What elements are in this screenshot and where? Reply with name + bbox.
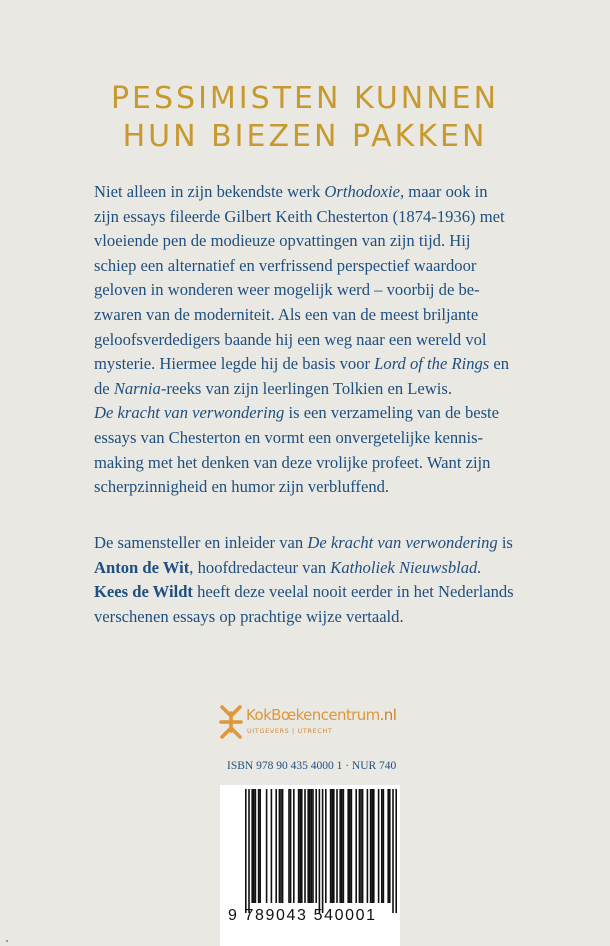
barcode-bar	[311, 789, 313, 903]
barcode-bar	[370, 789, 372, 903]
barcode-bar	[299, 789, 301, 903]
barcode-bar	[341, 789, 343, 903]
barcode-bar	[282, 789, 284, 903]
barcode-bar	[319, 789, 321, 913]
isbn-barcode	[220, 785, 400, 946]
blurb-line: schiep een alternatief en verfrissend perspectief waardoor	[94, 255, 477, 275]
barcode-bar	[367, 789, 369, 903]
translator-name: Kees de Wildt	[94, 582, 193, 602]
publisher-tagline: UITGEVERS | UTRECHT	[247, 727, 333, 735]
text: is	[497, 533, 513, 552]
text: is een verzameling van de beste	[284, 403, 500, 423]
blurb-paragraph	[94, 180, 534, 500]
publisher-name-suffix: .nl	[379, 706, 397, 724]
blurb-line: essays van Chesterton en vormt een onvergetelijke kennis-	[94, 427, 484, 447]
barcode-bar	[343, 789, 345, 903]
barcode-bar	[381, 789, 383, 903]
credits-line	[94, 580, 534, 605]
barcode-bar	[322, 789, 324, 913]
text: heeft deze veelal nooit eerder in het Nederlands	[192, 582, 514, 602]
barcode-bar	[280, 789, 282, 903]
barcode-bar	[293, 789, 295, 903]
barcode-bar	[315, 789, 317, 903]
credits-line	[94, 531, 534, 556]
credits-line: verschenen essays op prachtige wijze vertaald.	[94, 606, 404, 626]
barcode-bar	[307, 789, 309, 903]
barcode-bar	[253, 789, 255, 903]
barcode-bar	[371, 789, 373, 903]
barcode-bar	[325, 789, 327, 903]
book-title-kracht: De kracht van verwondering	[307, 533, 498, 552]
kokboekencentrum-star-icon	[218, 702, 244, 742]
blurb-line	[94, 401, 534, 426]
barcode-digits: 9 789043 540001	[228, 907, 377, 924]
blurb-line	[94, 180, 534, 205]
text: , maar ook in	[399, 182, 488, 201]
barcode-bar	[266, 789, 268, 903]
text: Niet alleen in zijn bekendste werk	[94, 182, 325, 201]
text: mysterie. Hiermee legde hij de basis voor	[94, 354, 375, 374]
barcode-bar	[309, 789, 311, 903]
blurb-line: zwaren van de moderniteit. Als een van de meest briljante	[94, 304, 479, 324]
editor-name: Anton de Wit	[94, 557, 190, 577]
credits-line	[94, 556, 534, 581]
blurb-line: vloeiende pen de modieuze opvattingen van zijn tijd. Hij	[94, 231, 471, 251]
barcode-bar	[298, 789, 300, 903]
text: , hoofdredacteur van	[189, 557, 331, 577]
barcode-bar	[259, 789, 261, 903]
barcode-bar	[339, 789, 341, 903]
barcode-bar	[275, 789, 277, 903]
barcode-bar	[392, 789, 394, 913]
barcode-bar	[395, 789, 397, 913]
barcode-bar	[312, 789, 314, 903]
book-title-narnia: Narnia	[113, 378, 161, 398]
barcode-bar	[355, 789, 357, 903]
barcode-bar	[362, 789, 364, 903]
text: De samensteller en inleider van	[94, 533, 308, 552]
publisher-name	[246, 706, 396, 724]
publisher-logo	[218, 702, 418, 746]
barcode-bar	[251, 789, 253, 903]
title-line-1: PESSIMISTEN KUNNEN	[110, 81, 500, 116]
text: -reeks van zijn leerlingen Tolkien en Lewis.	[160, 378, 452, 398]
barcode-bar	[304, 789, 306, 903]
blurb-line: geloven in wonderen weer mogelijk werd – voorbij de be-	[94, 280, 480, 300]
barcode-bar	[378, 789, 380, 903]
title-line-2: HUN BIEZEN PAKKEN	[122, 119, 488, 154]
barcode-bar	[279, 789, 281, 903]
text: de	[94, 378, 114, 398]
blurb-line: making met het denken van deze vrolijke profeet. Want zijn	[94, 452, 491, 472]
barcode-bar	[290, 789, 292, 903]
blurb-line: geloofsverdedigers baande hij een weg naar een wereld vol	[94, 329, 487, 349]
barcode-bar	[333, 789, 335, 903]
barcode-bar	[245, 789, 247, 913]
barcode-bar	[347, 789, 349, 903]
book-title	[0, 80, 610, 156]
barcode-bar	[331, 789, 333, 903]
barcode-bar	[389, 789, 391, 903]
barcode-bar	[255, 789, 257, 903]
barcode-bar	[288, 789, 290, 903]
barcode-bar	[360, 789, 362, 903]
barcode-bar	[387, 789, 389, 903]
isbn-nur-line: ISBN 978 90 435 4000 1 · NUR 740	[227, 760, 397, 772]
barcode-bar	[271, 789, 273, 903]
barcode-bar	[248, 789, 250, 913]
blurb-line: mysterie. Hiermee legde hij de basis voor Lord of the Rings en	[94, 354, 510, 374]
barcode-bar	[336, 789, 338, 903]
barcode-bar	[359, 789, 361, 903]
blurb-line	[94, 377, 534, 402]
book-title-kracht: De kracht van verwondering	[94, 403, 285, 423]
barcode-bar	[383, 789, 385, 903]
barcode-bar	[301, 789, 303, 903]
book-title-orthodoxie: Orthodoxie	[324, 182, 400, 201]
crop-mark	[6, 940, 8, 942]
blurb-line: zijn essays fileerde Gilbert Keith Chesterton (1874-1936) met	[94, 206, 505, 226]
publisher-name-main: KokBœkencentrum	[246, 706, 380, 724]
barcode-bar	[351, 789, 353, 903]
barcode-bar	[349, 789, 351, 903]
book-title-lotr: Lord of the Rings	[374, 354, 490, 374]
blurb-line: scherpzinnigheid en humor zijn verbluffend.	[94, 477, 390, 497]
barcode-bar	[373, 789, 375, 903]
publication-name: Katholiek Nieuwsblad.	[330, 557, 482, 577]
barcode-bar	[258, 789, 260, 903]
credits-paragraph	[94, 531, 534, 629]
barcode-bar	[330, 789, 332, 903]
